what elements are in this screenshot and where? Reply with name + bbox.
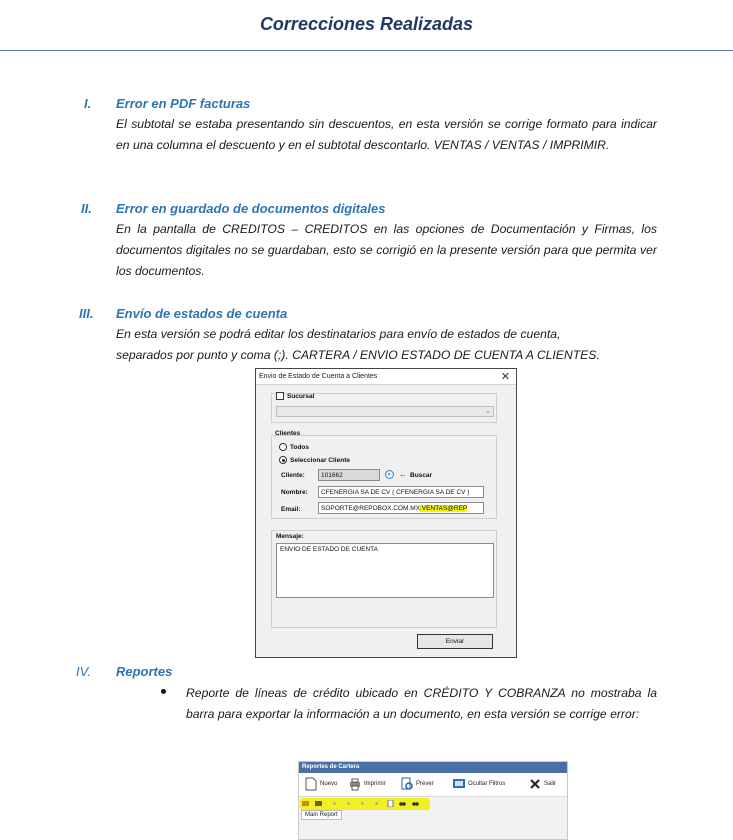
section-3-body-line1: En esta versión se podrá editar los destinatarios para envío de estados de cuenta, xyxy=(116,327,561,341)
clientes-label: Clientes xyxy=(275,430,301,437)
report-toolbar xyxy=(299,773,567,797)
email-field[interactable] xyxy=(318,502,484,514)
sucursal-label: Sucursal xyxy=(287,393,315,400)
email-value: SOPORTE@REPOBOX.COM.MX xyxy=(321,505,420,512)
envio-estado-cuenta-dialog xyxy=(255,368,517,658)
section-2-body: En la pantalla de CREDITOS – CREDITOS en las opciones de Documentación y Firmas, los documentos digitales no se guardaban, esto se corrigió en la presente versión para que permita ver los documentos. xyxy=(116,222,657,278)
section-1-title: Error en PDF facturas xyxy=(116,96,251,111)
close-icon xyxy=(529,777,541,791)
preview-icon xyxy=(401,777,413,791)
imprimir-button[interactable] xyxy=(349,777,386,791)
page-icon[interactable] xyxy=(387,800,394,807)
reportes-cartera-window xyxy=(298,761,568,840)
email-label: Email: xyxy=(281,506,301,513)
todos-label: Todos xyxy=(290,444,310,451)
section-4-number: IV. xyxy=(76,664,91,679)
nuevo-button[interactable] xyxy=(305,777,337,791)
mensaje-label: Mensaje: xyxy=(276,533,304,540)
imprimir-label: Imprimir xyxy=(364,781,386,787)
section-3-body-line2: separados por punto y coma (;). CARTERA / ENVIO ESTADO DE CUENTA A CLIENTES. xyxy=(116,348,600,362)
section-3-title: Envío de estados de cuenta xyxy=(116,306,288,321)
seleccionar-cliente-radio[interactable] xyxy=(279,456,287,464)
last-page-icon[interactable] xyxy=(373,800,380,807)
cliente-label: Cliente: xyxy=(281,472,305,479)
report-window-title: Reportes de Cartera xyxy=(299,762,567,773)
section-1-number: I. xyxy=(84,96,92,111)
section-1-body: El subtotal se estaba presentando sin descuentos, en esta versión se corrige formato para indicar en una columna el descuento y en el subtotal descontarlo. VENTAS / VENTAS / IMPRIMIR. xyxy=(116,117,657,152)
sucursal-select[interactable] xyxy=(276,406,494,417)
arrow-left-icon: ← xyxy=(399,470,407,479)
buscar-label[interactable]: Buscar xyxy=(410,472,433,479)
title-divider xyxy=(0,50,733,51)
binoculars-icon[interactable] xyxy=(399,800,406,807)
dialog-title: Envio de Estado de Cuenta a Clientes xyxy=(259,373,378,380)
export-icon[interactable] xyxy=(315,800,322,807)
filter-icon xyxy=(453,777,465,791)
ocultar-filtros-button[interactable] xyxy=(453,777,505,791)
zoom-icon[interactable] xyxy=(412,800,419,807)
salir-label: Salir xyxy=(544,781,557,787)
new-document-icon xyxy=(305,777,317,791)
first-page-icon[interactable] xyxy=(331,800,338,807)
bullet-marker xyxy=(161,689,166,694)
close-icon[interactable]: ✕ xyxy=(500,371,510,383)
dialog-titlebar xyxy=(256,369,516,385)
printer-icon xyxy=(349,777,361,791)
chevron-down-icon: ⌄ xyxy=(485,408,491,415)
seleccionar-cliente-label: Seleccionar Cliente xyxy=(290,457,350,464)
section-4-title: Reportes xyxy=(116,664,173,679)
enviar-button[interactable]: Enviar xyxy=(417,634,493,649)
search-icon[interactable] xyxy=(385,470,394,479)
cliente-field[interactable]: 101662 xyxy=(318,469,380,481)
todos-radio[interactable] xyxy=(279,443,287,451)
section-2-number: II. xyxy=(81,201,92,216)
prev-page-icon[interactable] xyxy=(345,800,352,807)
next-page-icon[interactable] xyxy=(359,800,366,807)
nombre-field[interactable]: CFENERGIA SA DE CV ( CFENERGIA SA DE CV ) xyxy=(318,486,484,498)
main-report-tab[interactable]: Main Report xyxy=(301,810,342,820)
prever-label: Prever xyxy=(416,781,434,787)
nuevo-label: Nuevo xyxy=(320,781,338,787)
mensaje-textarea[interactable]: ENVIO DE ESTADO DE CUENTA xyxy=(276,543,494,598)
section-4-bullet-text: Reporte de líneas de crédito ubicado en CRÉDITO Y COBRANZA no mostraba la barra para exportar la información a un documento, en esta versión se corrige error: xyxy=(186,686,657,721)
page-title: Correcciones Realizadas xyxy=(259,14,474,34)
nombre-label: Nombre: xyxy=(281,489,308,496)
open-icon[interactable] xyxy=(302,800,309,807)
prever-button[interactable] xyxy=(401,777,434,791)
email-value-highlight: ;VENTAS@REP xyxy=(419,505,468,512)
section-3-number: III. xyxy=(79,306,94,321)
salir-button[interactable] xyxy=(529,777,556,791)
sucursal-checkbox[interactable] xyxy=(276,392,284,400)
ocultar-filtros-label: Ocultar Filtros xyxy=(468,781,506,787)
section-2-title: Error en guardado de documentos digitales xyxy=(116,201,386,216)
